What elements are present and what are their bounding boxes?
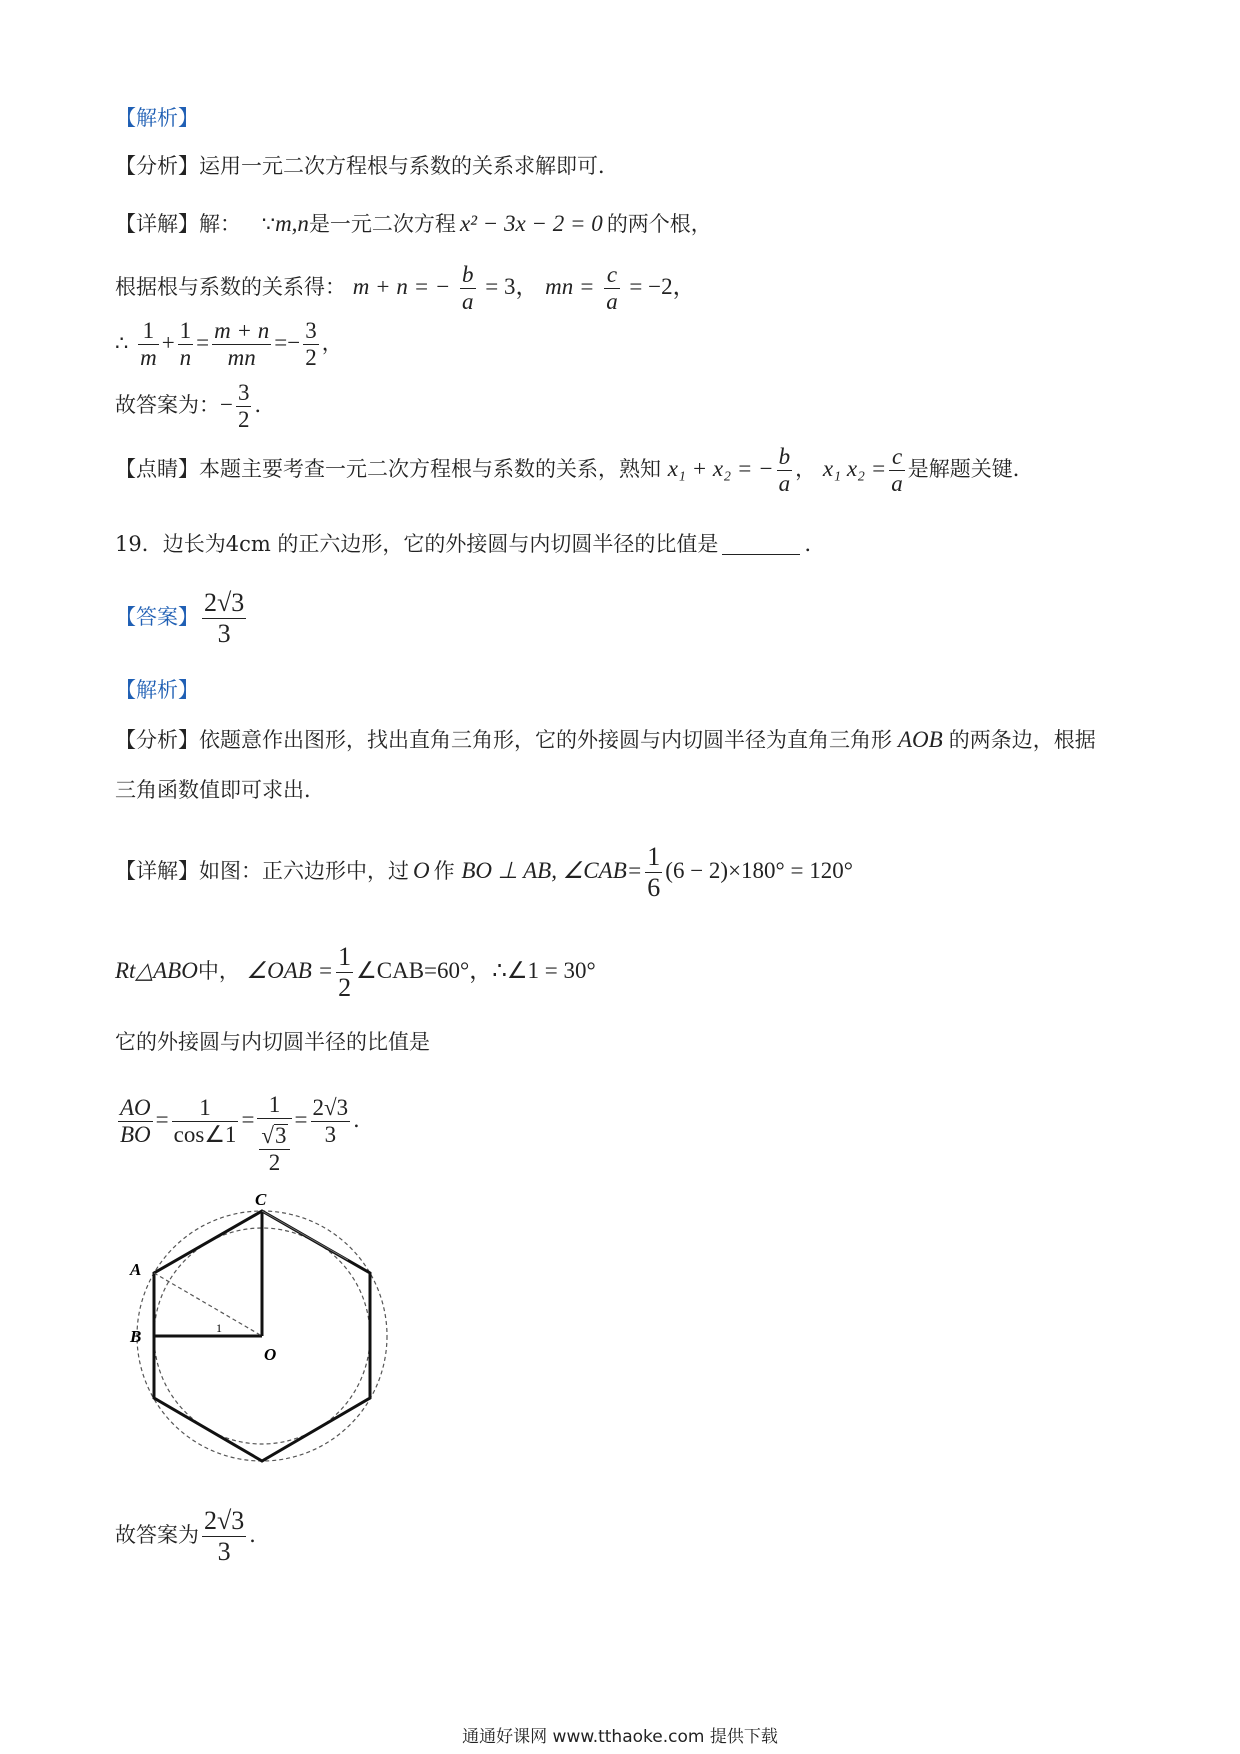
key-point-text: 是解题关键．	[907, 457, 1034, 481]
solution-text: 中，	[197, 959, 240, 983]
solution-line-2	[115, 842, 853, 903]
roots-mn: m,n	[275, 211, 309, 236]
footer-source: 通通好课网 www.tthaoke.com 提供下载	[462, 1727, 778, 1747]
vieta-sum: x₁ + x₂ = −	[667, 456, 774, 481]
analysis-text: 运用一元二次方程根与系数的关系求解即可．	[199, 154, 619, 178]
solution-tag: 【详解】	[115, 859, 199, 883]
perpendicular-statement: BO ⊥ AB, ∠CAB=	[461, 858, 643, 883]
vieta-product: x₁ x₂ =	[822, 456, 887, 481]
right-triangle-abo: Rt△ABO	[115, 958, 198, 983]
analysis-tag: 【分析】	[115, 154, 199, 178]
solution-text: 如图：正六边形中，过	[199, 859, 409, 883]
answer-fraction-final: $\frac{2√3}{3}$	[204, 1506, 245, 1566]
label-angle-1: 1	[216, 1321, 222, 1335]
solution-text: 的两个根，	[606, 212, 712, 236]
analysis-line-1	[115, 152, 619, 180]
product-expression: mn =	[545, 274, 595, 299]
fraction-c-over-a: $\frac{c}{a}$	[606, 262, 618, 314]
fraction-b-over-a: $\frac{b}{a}$	[462, 262, 474, 314]
analysis-heading-1: 【解析】	[115, 106, 199, 130]
sum-expression: m + n = −	[352, 274, 451, 299]
fraction-3-over-2: $\frac{3}{2}$	[237, 380, 250, 432]
quadratic-equation: x² − 3x − 2 = 0	[459, 211, 603, 236]
label-c: C	[255, 1192, 267, 1209]
answer-heading	[115, 588, 249, 649]
question-19: 19．边长为4cm 的正六边形，它的外接圆与内切圆半径的比值是 ．	[115, 532, 826, 556]
answer-fraction: $\frac{2√3}{3}$	[204, 588, 245, 648]
fraction-1-over-6: $\frac{1}{6}$	[647, 842, 661, 902]
analysis-heading-2: 【解析】	[115, 678, 199, 702]
fraction-ao-over-bo: $\frac{AO}{BO}$	[120, 1094, 151, 1147]
fraction-c-over-a: $\frac{c}{a}$	[891, 444, 903, 496]
key-point-text: 本题主要考查一元二次方程根与系数的关系，熟知	[199, 457, 661, 481]
fraction-2sqrt3-over-3: $\frac{2√3}{3}$	[312, 1094, 349, 1147]
reciprocal-sum-line: ∴ $\frac{1}{m}$ + $\frac{1}{n}$ = $\frac{m + n}{mn}$ =− $\frac{3}{2}$ ，	[115, 318, 343, 370]
fraction-1-over-m: $\frac{1}{m}$	[140, 318, 157, 370]
solution-text: 解：	[199, 212, 241, 236]
hexagon-figure	[118, 1192, 408, 1492]
fraction-1-over-cos1: $\frac{1}{\cos\angle 1}$	[173, 1094, 237, 1147]
analysis-text: 的两条边，根据	[948, 728, 1096, 752]
root-relations-line	[115, 262, 696, 315]
solution-text: 作	[433, 859, 455, 883]
point-o: O	[413, 858, 430, 883]
solution-line-1	[115, 210, 712, 238]
analysis-tag: 【分析】	[115, 728, 199, 752]
answer-blank	[722, 554, 800, 555]
solution-text: 是一元二次方程	[308, 212, 456, 236]
therefore-symbol: ∴	[115, 331, 129, 355]
key-point-tag: 【点睛】	[115, 457, 199, 481]
key-point-line: 【点睛】本题主要考查一元二次方程根与系数的关系，熟知 x₁ + x₂ = − $\frac{b}{a}$ ， x₁ x₂ = $\frac{c}{a}$ 是解题关键．	[115, 444, 1034, 496]
label-o: O	[264, 1345, 277, 1364]
answer-line-1: 故答案为：− $\frac{3}{2}$ ．	[115, 380, 276, 432]
answer-tag: 【答案】	[115, 605, 199, 629]
analysis-line-2	[115, 726, 1096, 754]
label-b: B	[130, 1327, 142, 1346]
angle-cab-value: (6 − 2)×180° = 120°	[665, 858, 853, 883]
sum-value: = 3，	[485, 274, 539, 299]
answer-text: 故答案为：	[115, 393, 220, 417]
angle-oab-expression: ∠OAB =	[246, 958, 334, 983]
solution-tag: 【详解】	[115, 212, 199, 236]
analysis-line-3: 三角函数值即可求出．	[115, 778, 325, 802]
right-triangle-line	[115, 942, 596, 1003]
ratio-statement: 它的外接圆与内切圆半径的比值是	[115, 1030, 430, 1054]
product-value: = −2，	[629, 274, 696, 299]
label-a: A	[130, 1260, 142, 1279]
fraction-1-over-n: $\frac{1}{n}$	[179, 318, 192, 370]
because-symbol: ∵	[261, 212, 276, 236]
fraction-1-over-2: $\frac{1}{2}$	[338, 942, 352, 1002]
fraction-mplusn-over-mn: $\frac{m + n}{mn}$	[214, 318, 270, 370]
angle-oab-value: ∠CAB=60°，∴∠1 = 30°	[356, 958, 596, 983]
ratio-formula: $\frac{AO}{BO}$ = $\frac{1}{\cos\angle 1}$ = $\frac{1}{\frac{√3}{2}}$ = $\frac{2√3}{3}$ ．	[120, 1092, 375, 1175]
answer-text: 故答案为	[115, 1523, 199, 1547]
answer-line-2: 故答案为 $\frac{2√3}{3}$ ．	[115, 1506, 271, 1566]
triangle-aob: AOB	[898, 727, 943, 752]
root-relations-text: 根据根与系数的关系得：	[115, 275, 346, 299]
fraction-1-over-sqrt3-over-2: $\frac{1}{\frac{√3}{2}}$	[257, 1092, 291, 1176]
question-text: 19．边长为4cm 的正六边形，它的外接圆与内切圆半径的比值是	[115, 532, 719, 556]
fraction-b-over-a: $\frac{b}{a}$	[778, 444, 791, 496]
fraction-3-over-2: $\frac{3}{2}$	[305, 318, 317, 370]
analysis-text: 依题意作出图形，找出直角三角形，它的外接圆与内切圆半径为直角三角形	[199, 728, 892, 752]
segment-oa	[154, 1273, 262, 1336]
